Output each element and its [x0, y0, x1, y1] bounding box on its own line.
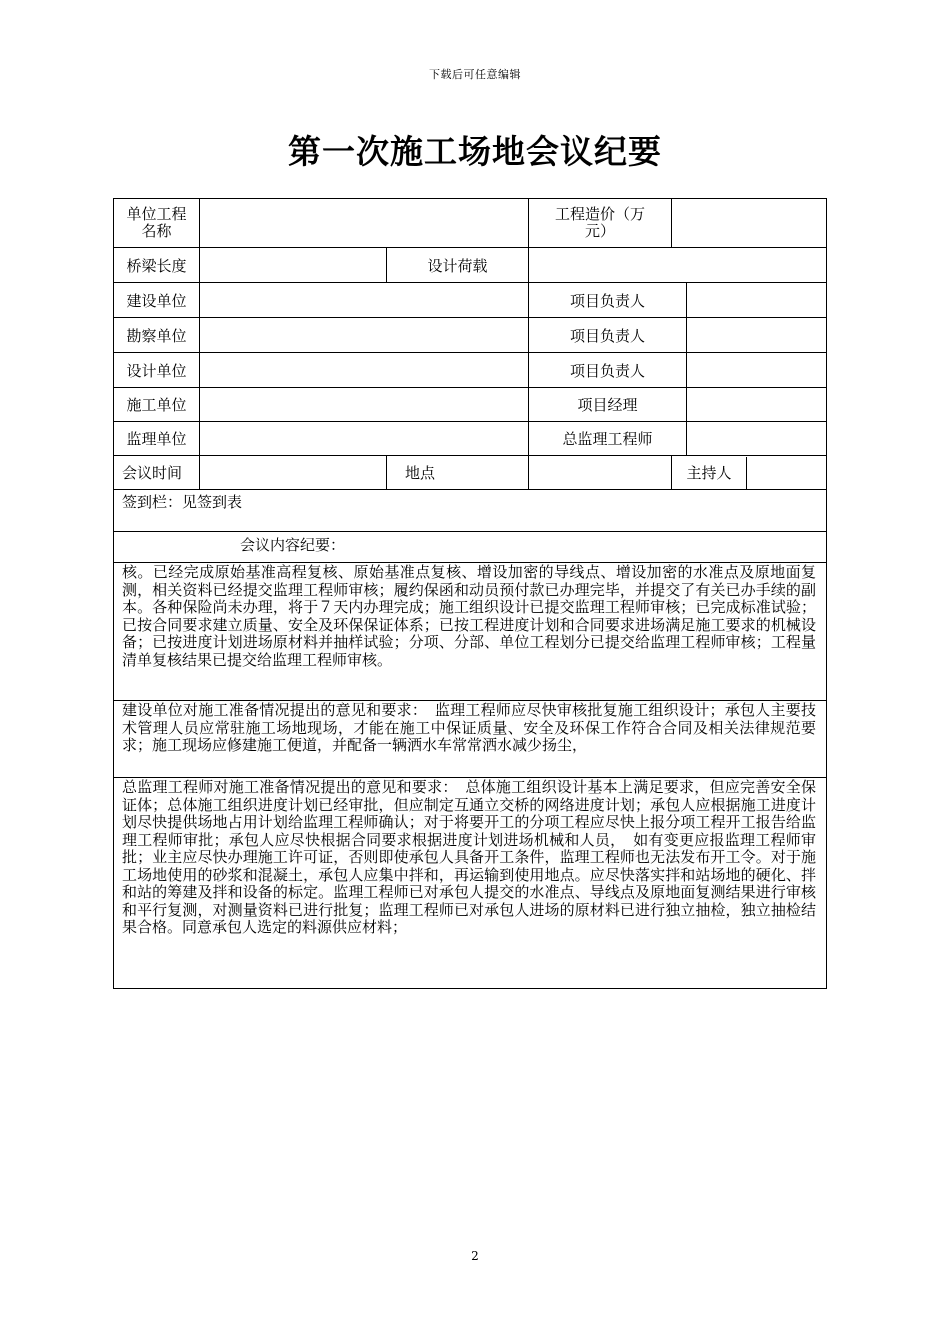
content-paragraph-supervisor-opinion: 总监理工程师对施工准备情况提出的意见和要求： 总体施工组织设计基本上满足要求，但应完善安全保证体；总体施工组织进度计划已经审批，但应制定互通立交桥的网络进度计划；承包人应根据施工进度计划尽快提供场地占用计划给监理工程师确认；对于将要开工的分项工程应尽快上报分项工程开工报告给监理工程师审批；承包人应尽快根据合同要求根据进度计划进场机械和人员， 如有变更应报监理工程师审批；业主应尽快办理施工许可证，否则即使承包人具备开工条件，监理工程师也无法发布开工令。对于施工场地使用的砂浆和混凝土，承包人应集中拌和，再运输到使用地点。应尽快落实拌和站场地的硬化、拌和站的筹建及拌和设备的标定。监理工程师已对承包人提交的水准点、导线点及原地面复测结果进行审核和平行复测，对测量资料已进行批复；监理工程师已对承包人进场的原材料已进行独立抽检，独立抽检结果合格。同意承包人选定的料源供应材料； — [114, 778, 827, 989]
construction-unit-field[interactable] — [200, 283, 529, 318]
cost-label: 工程造价（万元） — [529, 199, 672, 248]
bridge-length-label: 桥梁长度 — [114, 248, 200, 283]
cost-field[interactable] — [672, 199, 827, 248]
supervision-unit-label: 监理单位 — [114, 422, 200, 456]
content-paragraph-preparation: 核。已经完成原始基准高程复核、原始基准点复核、增设加密的导线点、增设加密的水准点及原地面复测，相关资料已经提交监理工程师审核；履约保函和动员预付款已办理完毕，并提交了有关已办手续的副本。各种保险尚未办理，将于７天内办理完成；施工组织设计已提交监理工程师审核；已完成标准试验；已按合同要求建立质量、安全及环保保证体系；已按工程进度计划和合同要求进场满足施工要求的机械设备；已按进度计划进场原材料并抽样试验；分项、分部、单位工程划分已提交给监理工程师审核；工程量清单复核结果已提交给监理工程师审核。 — [114, 563, 827, 701]
host-label: 主持人 — [672, 457, 747, 489]
chief-engineer-field[interactable] — [687, 422, 827, 456]
design-unit-label: 设计单位 — [114, 353, 200, 388]
location-label: 地点 — [387, 456, 529, 490]
meeting-time-label: 会议时间 — [114, 456, 200, 490]
survey-unit-field[interactable] — [200, 318, 529, 353]
meeting-form-table — [113, 198, 827, 989]
supervision-unit-field[interactable] — [200, 422, 529, 456]
bridge-length-field[interactable] — [200, 248, 387, 283]
construction-unit-label: 建设单位 — [114, 283, 200, 318]
survey-person-field[interactable] — [687, 318, 827, 353]
builder-unit-label: 施工单位 — [114, 388, 200, 422]
design-person-field[interactable] — [687, 353, 827, 388]
design-load-field[interactable] — [529, 248, 827, 283]
design-load-label: 设计荷载 — [387, 248, 529, 283]
header-note: 下载后可任意编辑 — [429, 68, 521, 81]
host-cell — [672, 456, 827, 490]
signin-row: 签到栏：见签到表 — [114, 490, 827, 532]
chief-engineer-label: 总监理工程师 — [529, 422, 687, 456]
project-manager-field[interactable] — [687, 388, 827, 422]
construction-person-label: 项目负责人 — [529, 283, 687, 318]
content-header: 会议内容纪要： — [114, 532, 827, 563]
project-name-field[interactable] — [200, 199, 529, 248]
design-unit-field[interactable] — [200, 353, 529, 388]
page-title: 第一次施工场地会议纪要 — [288, 132, 662, 171]
location-field[interactable] — [529, 456, 672, 490]
meeting-time-field[interactable] — [200, 456, 387, 490]
content-paragraph-owner-opinion: 建设单位对施工准备情况提出的意见和要求： 监理工程师应尽快审核批复施工组织设计；承包人主要技术管理人员应常驻施工场地现场，才能在施工中保证质量、安全及环保工作符合合同及相关法律规范要求；施工现场应修建施工便道，并配备一辆洒水车常常洒水减少扬尘， — [114, 701, 827, 778]
design-person-label: 项目负责人 — [529, 353, 687, 388]
survey-unit-label: 勘察单位 — [114, 318, 200, 353]
builder-unit-field[interactable] — [200, 388, 529, 422]
project-manager-label: 项目经理 — [529, 388, 687, 422]
page-number: 2 — [471, 1249, 479, 1263]
project-name-label: 单位工程名称 — [114, 199, 200, 248]
construction-person-field[interactable] — [687, 283, 827, 318]
survey-person-label: 项目负责人 — [529, 318, 687, 353]
